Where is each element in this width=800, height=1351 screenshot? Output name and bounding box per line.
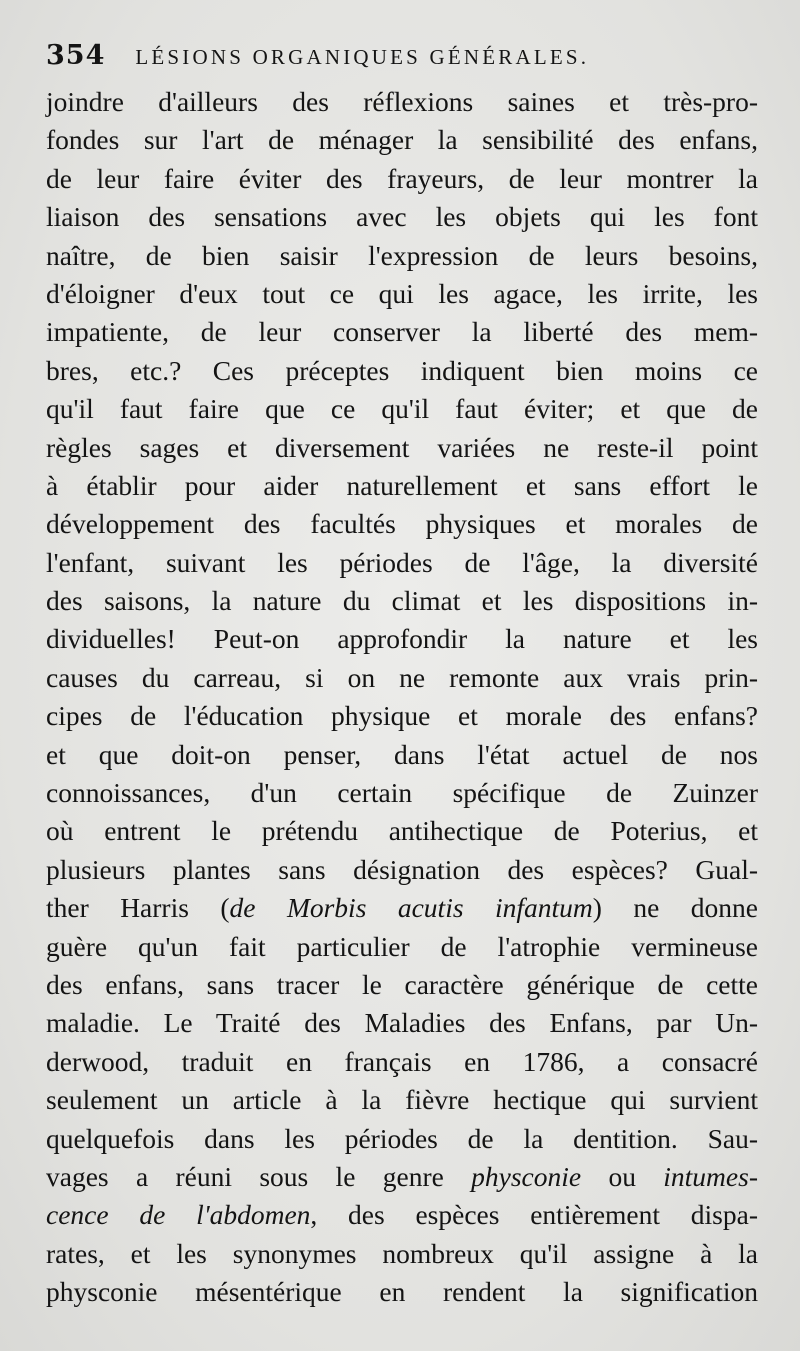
text-line: développement des facultés physiques et morales de — [46, 508, 758, 540]
text-line: rates, et les synonymes nombreux qu'il assigne à la — [46, 1237, 758, 1269]
text-line: derwood, traduit en français en 1786, a consacré — [46, 1045, 758, 1077]
page-header — [46, 40, 750, 80]
text-line: à établir pour aider naturellement et sans effort le — [46, 469, 758, 501]
text-line: des saisons, la nature du climat et les dispositions in- — [46, 585, 758, 617]
text-line: guère qu'un fait particulier de l'atrophie vermineuse — [46, 930, 758, 962]
running-title: LÉSIONS ORGANIQUES GÉNÉRALES. — [135, 45, 590, 69]
text-line: règles sages et diversement variées ne reste-il point — [46, 431, 758, 463]
text-line: maladie. Le Traité des Maladies des Enfans, par Un- — [46, 1007, 758, 1039]
page-number: 354 — [46, 40, 106, 71]
text-line: connoissances, d'un certain spécifique de Zuinzer — [46, 777, 758, 809]
text-line: liaison des sensations avec les objets qui les font — [46, 201, 758, 233]
italic-term: cence de l'abdomen — [46, 1199, 311, 1231]
text-line: ther Harris (de Morbis acutis infantum) ne donne — [46, 892, 758, 924]
text-line: fondes sur l'art de ménager la sensibilité des enfans, — [46, 124, 758, 156]
text-line: cence de l'abdomen, des espèces entièrement dispa- — [46, 1199, 758, 1231]
text-line: physconie mésentérique en rendent la signification — [46, 1276, 758, 1308]
text-line: joindre d'ailleurs des réflexions saines et très-pro- — [46, 86, 758, 117]
text-line: dividuelles! Peut-on approfondir la nature et les — [46, 623, 758, 655]
text-line: naître, de bien saisir l'expression de leurs besoins, — [46, 239, 758, 271]
body-text — [46, 83, 758, 1312]
text-line: d'éloigner d'eux tout ce qui les agace, les irrite, les — [46, 277, 758, 309]
text-line: quelquefois dans les périodes de la dentition. Sau- — [46, 1122, 758, 1154]
text-line: vages a réuni sous le genre physconie ou intumes- — [46, 1160, 758, 1192]
text-line: impatiente, de leur conserver la liberté des mem- — [46, 316, 758, 348]
text-line: seulement un article à la fièvre hectique qui survient — [46, 1084, 758, 1116]
text-line: et que doit-on penser, dans l'état actuel de nos — [46, 738, 758, 770]
text-line: qu'il faut faire que ce qu'il faut éviter; et que de — [46, 393, 758, 425]
text-line: l'enfant, suivant les périodes de l'âge, la diversité — [46, 546, 758, 578]
text-line: causes du carreau, si on ne remonte aux vrais prin- — [46, 661, 758, 693]
text-line: de leur faire éviter des frayeurs, de leur montrer la — [46, 162, 758, 194]
text-line: plusieurs plantes sans désignation des espèces? Gual- — [46, 853, 758, 885]
text-line: des enfans, sans tracer le caractère générique de cette — [46, 968, 758, 1000]
text-line: bres, etc.? Ces préceptes indiquent bien moins ce — [46, 354, 758, 386]
text-line: où entrent le prétendu antihectique de Poterius, et — [46, 815, 758, 847]
italic-term: physconie — [471, 1160, 582, 1192]
text-line: cipes de l'éducation physique et morale des enfans? — [46, 700, 758, 732]
italic-term: intumes- — [663, 1160, 758, 1192]
italic-title: de Morbis acutis infantum — [229, 892, 593, 924]
